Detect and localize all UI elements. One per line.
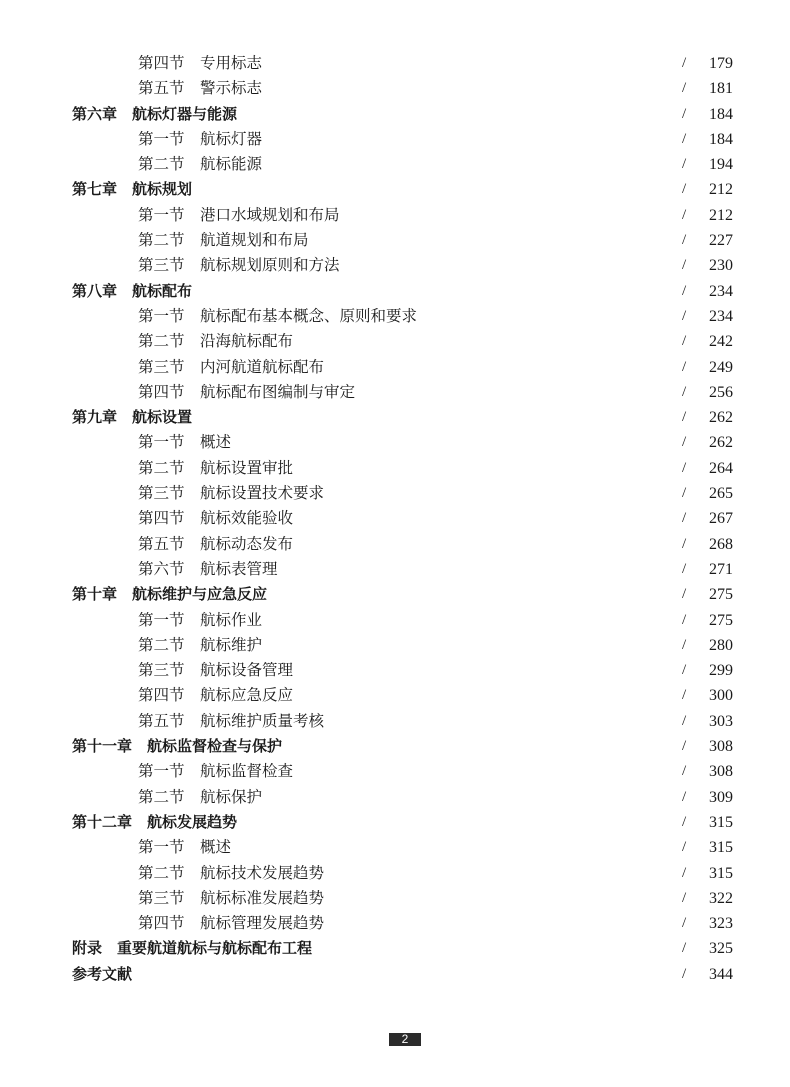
section-title: 第四节 专用标志 [138, 54, 263, 72]
page-separator: / [682, 889, 687, 906]
chapter-title: 第十二章 航标发展趋势 [72, 812, 238, 831]
page-separator: / [682, 510, 687, 527]
section-title: 第二节 航标能源 [138, 155, 263, 174]
toc-chapter-row [0, 177, 790, 202]
page-separator: / [682, 383, 687, 400]
chapter-title: 第十一章 航标监督检查与保护 [72, 737, 283, 756]
toc-section-row [0, 759, 790, 784]
page-ref: 325 [709, 940, 733, 958]
section-title: 第六节 航标表管理 [138, 559, 278, 578]
page-separator: / [682, 915, 687, 932]
toc-section-row [0, 228, 790, 253]
section-title: 第五节 航标动态发布 [138, 534, 294, 553]
section-title: 第二节 航标设置审批 [138, 458, 294, 477]
page-separator: / [682, 788, 687, 805]
chapter-title: 第九章 航标设置 [72, 408, 193, 427]
page-separator: / [682, 206, 687, 223]
toc-section-row [0, 709, 790, 734]
section-title: 第一节 航标作业 [138, 610, 263, 629]
toc-chapter-row [0, 582, 790, 607]
section-title: 第一节 航标监督检查 [138, 762, 294, 781]
page-separator: / [682, 257, 687, 274]
page-separator: / [682, 358, 687, 375]
toc-section-row [0, 633, 790, 658]
page-ref: 267 [709, 510, 733, 528]
page-ref: 234 [709, 282, 733, 300]
section-title: 第四节 航标效能验收 [138, 509, 294, 528]
section-title: 第四节 航标管理发展趋势 [138, 914, 325, 933]
page-ref: 300 [709, 687, 733, 705]
toc-section-row [0, 481, 790, 506]
toc-section-row [0, 683, 790, 708]
page-ref: 227 [709, 232, 733, 250]
page-ref: 194 [709, 156, 733, 174]
page-separator: / [682, 813, 687, 830]
toc-chapter-row [0, 734, 790, 759]
page-separator: / [682, 434, 687, 451]
page-separator: / [682, 409, 687, 426]
page-ref: 275 [709, 611, 733, 629]
toc-section-row [0, 506, 790, 531]
page-separator: / [682, 105, 687, 122]
page-ref: 303 [709, 712, 733, 730]
page-separator: / [682, 282, 687, 299]
page-ref: 271 [709, 560, 733, 578]
page-separator: / [682, 662, 687, 679]
table-of-contents [0, 51, 790, 987]
chapter-title: 第十章 航标维护与应急反应 [72, 585, 268, 604]
toc-section-row [0, 557, 790, 582]
toc-chapter-row [0, 102, 790, 127]
page-separator: / [682, 864, 687, 881]
page-separator: / [682, 55, 687, 71]
section-title: 第二节 航道规划和布局 [138, 231, 309, 250]
toc-section-row [0, 658, 790, 683]
page-ref: 315 [709, 864, 733, 882]
page-ref: 268 [709, 535, 733, 553]
toc-section-row [0, 532, 790, 557]
section-title: 第二节 航标维护 [138, 635, 263, 654]
page-separator: / [682, 611, 687, 628]
section-title: 第三节 内河航道航标配布 [138, 357, 325, 376]
toc-section-row [0, 861, 790, 886]
section-title: 第三节 航标标准发展趋势 [138, 888, 325, 907]
chapter-title: 第八章 航标配布 [72, 281, 193, 300]
page-ref: 299 [709, 662, 733, 680]
page-separator: / [682, 965, 687, 982]
toc-section-row [0, 329, 790, 354]
toc-chapter-row [0, 279, 790, 304]
section-title: 第三节 航标规划原则和方法 [138, 256, 340, 275]
toc-section-row [0, 785, 790, 810]
page-separator: / [682, 738, 687, 755]
section-title: 第二节 航标技术发展趋势 [138, 863, 325, 882]
section-title: 第四节 航标配布图编制与审定 [138, 382, 356, 401]
page-ref: 179 [709, 55, 733, 72]
page-ref: 265 [709, 485, 733, 503]
section-title: 第一节 航标灯器 [138, 129, 263, 148]
page-ref: 308 [709, 763, 733, 781]
page-ref: 230 [709, 257, 733, 275]
section-title: 第三节 航标设备管理 [138, 661, 294, 680]
page-separator: / [682, 130, 687, 147]
section-title: 第四节 航标应急反应 [138, 686, 294, 705]
chapter-title: 附录 重要航道航标与航标配布工程 [72, 939, 313, 958]
page-ref: 256 [709, 383, 733, 401]
chapter-title: 第六章 航标灯器与能源 [72, 104, 238, 123]
page-ref: 323 [709, 915, 733, 933]
toc-section-row [0, 355, 790, 380]
toc-section-row [0, 911, 790, 936]
page-separator: / [682, 485, 687, 502]
page-separator: / [682, 586, 687, 603]
section-title: 第二节 沿海航标配布 [138, 332, 294, 351]
page-ref: 212 [709, 206, 733, 224]
section-title: 第一节 航标配布基本概念、原则和要求 [138, 306, 418, 325]
toc-section-row [0, 51, 790, 76]
page-ref: 322 [709, 889, 733, 907]
chapter-title: 第七章 航标规划 [72, 180, 193, 199]
toc-section-row [0, 835, 790, 860]
toc-section-row [0, 456, 790, 481]
page-ref: 315 [709, 813, 733, 831]
page-separator: / [682, 839, 687, 856]
page-ref: 184 [709, 105, 733, 123]
section-title: 第五节 航标维护质量考核 [138, 711, 325, 730]
page-separator: / [682, 232, 687, 249]
page-number-badge: 2 [389, 1033, 421, 1046]
section-title: 第一节 概述 [138, 838, 232, 857]
page-ref: 249 [709, 358, 733, 376]
section-title: 第一节 港口水域规划和布局 [138, 205, 340, 224]
toc-section-row [0, 304, 790, 329]
page-ref: 242 [709, 333, 733, 351]
toc-section-row [0, 127, 790, 152]
page-ref: 315 [709, 839, 733, 857]
toc-section-row [0, 203, 790, 228]
toc-section-row [0, 380, 790, 405]
section-title: 第三节 航标设置技术要求 [138, 484, 325, 503]
page-ref: 280 [709, 636, 733, 654]
page-separator: / [682, 80, 687, 97]
page-ref: 264 [709, 459, 733, 477]
section-title: 第二节 航标保护 [138, 787, 263, 806]
page-separator: / [682, 712, 687, 729]
toc-chapter-row [0, 962, 790, 987]
toc-chapter-row [0, 936, 790, 961]
page-ref: 262 [709, 409, 733, 427]
page-separator: / [682, 459, 687, 476]
page-ref: 212 [709, 181, 733, 199]
page-separator: / [682, 687, 687, 704]
page-separator: / [682, 940, 687, 957]
page-ref: 308 [709, 738, 733, 756]
page-separator: / [682, 333, 687, 350]
toc-chapter-row [0, 810, 790, 835]
toc-section-row [0, 152, 790, 177]
page-separator: / [682, 636, 687, 653]
page-separator: / [682, 535, 687, 552]
toc-section-row [0, 430, 790, 455]
page-separator: / [682, 763, 687, 780]
toc-section-row [0, 608, 790, 633]
page-ref: 262 [709, 434, 733, 452]
toc-section-row [0, 76, 790, 101]
page-ref: 275 [709, 586, 733, 604]
page-ref: 234 [709, 307, 733, 325]
page-separator: / [682, 181, 687, 198]
toc-section-row [0, 253, 790, 278]
section-title: 第一节 概述 [138, 433, 232, 452]
toc-chapter-row [0, 405, 790, 430]
chapter-title: 参考文献 [72, 964, 133, 983]
page-separator: / [682, 560, 687, 577]
page-ref: 309 [709, 788, 733, 806]
section-title: 第五节 警示标志 [138, 79, 263, 98]
page-ref: 184 [709, 130, 733, 148]
toc-section-row [0, 886, 790, 911]
page-ref: 181 [709, 80, 733, 98]
page-ref: 344 [709, 965, 733, 983]
page-separator: / [682, 307, 687, 324]
page-separator: / [682, 156, 687, 173]
